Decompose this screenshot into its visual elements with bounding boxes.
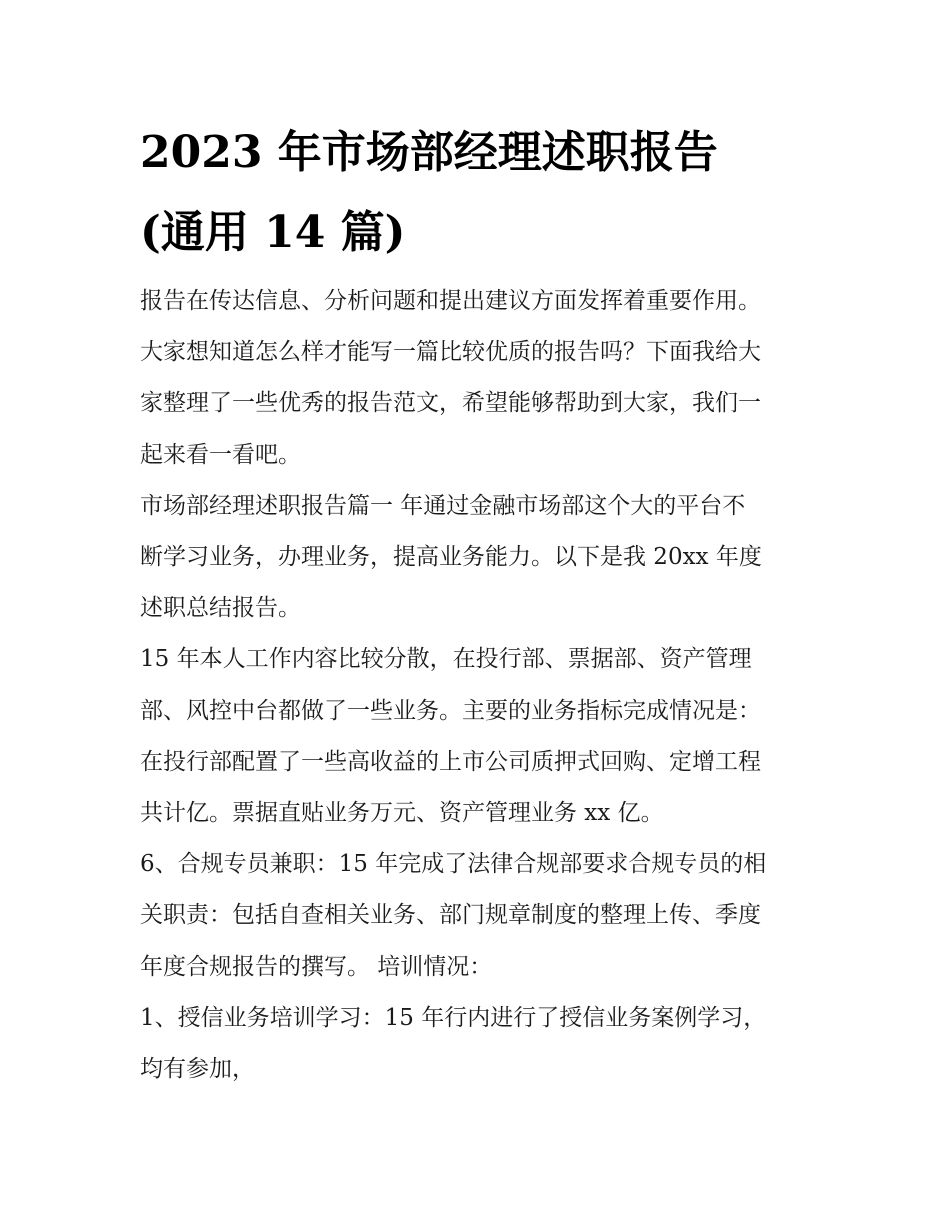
text-line: 报告在传达信息、分析问题和提出建议方面发挥着重要作用。	[140, 288, 761, 314]
title-line-2: (通用 14 篇)	[140, 207, 406, 258]
paragraph-work-content	[140, 634, 830, 839]
text-line: 6、合规专员兼职：15 年完成了法律合规部要求合规专员的相	[140, 851, 767, 878]
text-line: 在投行部配置了一些高收益的上市公司质押式回购、定增工程	[140, 748, 761, 775]
text-line: 起来看一看吧。	[140, 441, 301, 468]
text-line: 断学习业务，办理业务，提高业务能力。以下是我 20xx 年度	[140, 544, 762, 571]
text-line: 15 年本人工作内容比较分散，在投行部、票据部、资产管理	[140, 646, 752, 673]
paragraph-part-one	[140, 481, 830, 635]
text-line: 均有参加，	[140, 1056, 255, 1083]
text-line: 年度合规报告的撰写。 培训情况：	[140, 953, 493, 980]
paragraph-compliance	[140, 839, 830, 993]
text-line: 共计亿。票据直贴业务万元、资产管理业务 xx 亿。	[140, 800, 664, 827]
text-line: 市场部经理述职报告篇一 年通过金融市场部这个大的平台不	[140, 492, 746, 519]
title-line-1: 2023 年市场部经理述职报告	[140, 127, 718, 178]
text-line: 述职总结报告。	[140, 595, 301, 622]
paragraph-intro	[140, 276, 830, 481]
document-body	[140, 276, 830, 1095]
paragraph-training	[140, 993, 830, 1095]
text-line: 1、授信业务培训学习：15 年行内进行了授信业务案例学习，	[140, 1004, 767, 1031]
text-line: 家整理了一些优秀的报告范文，希望能够帮助到大家，我们一	[140, 390, 761, 417]
text-line: 关职责：包括自查相关业务、部门规章制度的整理上传、季度	[140, 902, 761, 929]
text-line: 大家想知道怎么样才能写一篇比较优质的报告吗？下面我给大	[140, 339, 761, 366]
text-line: 部、风控中台都做了一些业务。主要的业务指标完成情况是：	[140, 697, 761, 724]
document-title	[140, 113, 840, 273]
